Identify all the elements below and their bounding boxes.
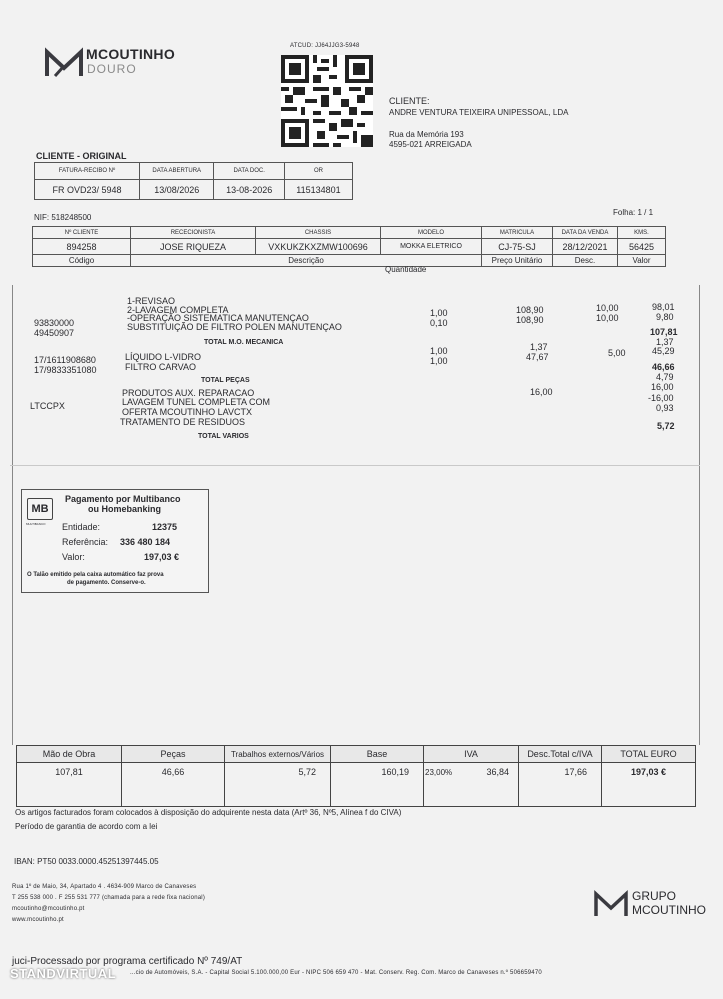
total-mo-value: 107,81 [650,327,678,337]
total-pecas-label: TOTAL PEÇAS [201,377,250,384]
line-value: 9,80 [656,312,674,322]
varios-value: -16,00 [648,393,674,403]
chassis: VXKUKZKXZMW100696 [256,239,381,255]
mcoutinho-logo-icon [45,46,83,78]
part-desc: FILTRO CARVAO [125,362,197,372]
iban: IBAN: PT50 0033.0000.45251397445.05 [14,857,159,866]
nif: NIF: 518248500 [34,213,92,222]
multibanco-logo-text: MB [31,503,49,515]
referencia-value: 336 480 184 [120,537,171,547]
footer-note2: Período de garantia de acordo com a lei [15,822,158,831]
group-name: MCOUTINHO [632,903,706,917]
total-varios-value: 5,72 [657,421,675,431]
client-number: 894258 [33,239,131,255]
qr-code-icon [281,55,373,147]
footer-note1: Os artigos facturados foram colocados à disposição do adquirente nesta data (Artº 36, Nº5, Alínea f do CIVA) [15,808,402,817]
watermark: STANDVIRTUAL [10,966,117,981]
line-desc: -OPERAÇÃO SISTEMATICA MANUTENÇAO [127,313,309,323]
col-valor: Valor [618,255,666,267]
total-iva [424,763,519,807]
line-qty: 0,10 [430,318,448,328]
col-base: Base [331,746,424,763]
entidade-value: 12375 [152,522,178,532]
col-codigo: Código [33,255,131,267]
brand-name: MCOUTINHO [86,46,176,62]
varios-desc: TRATAMENTO DE RESIDUOS [120,417,246,427]
total-mao-obra: 107,81 [17,763,122,807]
footer-phone: T 255 538 000 . F 255 531 777 (chamada para a rede fixa nacional) [12,895,206,901]
total-desc: 17,66 [519,763,602,807]
col-total-euro: TOTAL EURO [602,746,696,763]
invoice-header-table [34,162,353,200]
valor-value: 197,03 € [144,552,180,562]
legal-note: ...cio de Automóveis, S.A. - Capital Social 5.100.000,00 Eur - NIPC 506 659 470 - Mat. Conserv. Reg. Com. Marco de Canaveses n.º 506659470 [130,970,542,976]
varios-desc: LAVAGEM TUNEL COMPLETA COM [122,397,271,407]
multibanco-logo-sub: MULTIBANCO [26,522,46,526]
col-trabalhos: Trabalhos externos/Vários [225,746,331,763]
valor-label: Valor: [62,552,85,562]
col-data-abertura: DATA ABERTURA [139,163,213,180]
processed-note: juci-Processado por programa certificado Nº 749/AT [12,956,243,967]
col-or: OR [284,163,352,180]
grupo-mcoutinho-logo-icon [594,888,628,918]
total-euro: 197,03 € [602,763,696,807]
doc-date: 13-08-2026 [214,180,285,200]
iva-rate: 23,00% [425,768,453,777]
open-date: 13/08/2026 [139,180,213,200]
part-value: 45,29 [652,346,675,356]
iva-value: 36,84 [486,767,509,777]
varios-desc: OFERTA MCOUTINHO LAVCTX [122,407,253,417]
part-code: 17/1611908680 [34,355,96,365]
client-address-line2: 4595-021 ARREIGADA [389,140,472,149]
model: MOKKA ELETRICO [381,239,482,255]
total-pecas-value: 46,66 [652,362,675,372]
part-price: 1,37 [530,342,548,352]
line-code: 49450907 [34,328,75,338]
line-desc: 2-LAVAGEM COMPLETA [127,305,229,315]
footer-email: mcoutinho@mcoutinho.pt [12,906,85,912]
kms: 56425 [618,239,666,255]
col-data-doc: DATA DOC. [214,163,285,180]
varios-code: LTCCPX [30,401,65,411]
footer-web: www.mcoutinho.pt [12,917,64,923]
multibanco-title1: Pagamento por Multibanco [65,494,181,504]
col-descricao: Descrição [131,255,482,267]
line-qty: 1,00 [430,308,448,318]
col-fatura: FATURA-RECIBO Nº [35,163,140,180]
atcud: ATCUD: JJ64JJG3-5948 [290,43,360,49]
line-disc: 10,00 [596,303,619,313]
or-number: 115134801 [284,180,352,200]
multibanco-title2: ou Homebanking [88,504,162,514]
invoice-number: FR OVD23/ 5948 [35,180,140,200]
col-pecas: Peças [122,746,225,763]
folha: Folha: 1 / 1 [613,208,654,217]
part-disc: 5,00 [608,348,626,358]
total-base: 160,19 [331,763,424,807]
client-label: CLIENTE: [389,96,430,106]
multibanco-note2: de pagamento. Conserve-o. [67,580,146,586]
col-data-venda: DATA DA VENDA [553,227,618,239]
line-price: 108,90 [516,315,544,325]
total-trabalhos: 5,72 [225,763,331,807]
part-code: 17/9833351080 [34,365,97,375]
varios-desc: PRODUTOS AUX. REPARACAO [122,388,255,398]
total-varios-label: TOTAL VARIOS [198,433,249,440]
col-kms: KMS. [618,227,666,239]
plate: CJ-75-SJ [482,239,553,255]
col-desc-total: Desc.Total c/IVA [519,746,602,763]
part-qty: 1,00 [430,346,448,356]
body-frame [12,466,700,745]
part-qty: 1,00 [430,356,448,366]
total-mo-label: TOTAL M.O. MECANICA [204,339,284,346]
line-desc: 1-REVISAO [127,296,176,306]
sale-date: 28/12/2021 [553,239,618,255]
line-code: 93830000 [34,318,75,328]
line-desc: SUBSTITUIÇÃO DE FILTRO POLEN MANUTENÇAO [127,322,342,332]
col-desc: Desc. [553,255,618,267]
col-mao-obra: Mão de Obra [17,746,122,763]
part-value: 1,37 [656,337,674,347]
col-rececionista: RECECIONISTA [131,227,256,239]
vehicle-table [32,226,666,267]
entidade-label: Entidade: [62,522,101,532]
line-disc: 10,00 [596,313,619,323]
receptionist: JOSE RIQUEZA [131,239,256,255]
copy-label: CLIENTE - ORIGINAL [36,151,127,161]
varios-value: 0,93 [656,403,674,413]
col-preco: Preço Unitário [482,255,553,267]
total-pecas: 46,66 [122,763,225,807]
footer-address: Rua 1º de Maio, 34, Apartado 4 . 4634-909 Marco de Canaveses [12,884,197,890]
part-price: 47,67 [526,352,549,362]
varios-price: 16,00 [530,387,553,397]
group-label: GRUPO [632,889,677,903]
multibanco-note1: O Talão emitido pela caixa automático faz prova [27,572,164,578]
client-name: ANDRE VENTURA TEIXEIRA UNIPESSOAL, LDA [389,108,569,117]
part-desc: LÍQUIDO L-VIDRO [125,352,202,362]
varios-value: 4,79 [656,372,674,382]
brand-sub: DOURO [87,62,137,76]
varios-value: 16,00 [651,382,674,392]
col-quantidade: Quantidade [385,265,427,274]
col-chassis: CHASSIS [256,227,381,239]
totals-table [16,745,696,807]
client-address-line1: Rua da Memória 193 [389,130,464,139]
line-price: 108,90 [516,305,544,315]
line-value: 98,01 [652,302,675,312]
col-matricula: MATRICULA [482,227,553,239]
referencia-label: Referência: [62,537,109,547]
col-modelo: MODELO [381,227,482,239]
col-n-cliente: Nº CLIENTE [33,227,131,239]
col-iva: IVA [424,746,519,763]
